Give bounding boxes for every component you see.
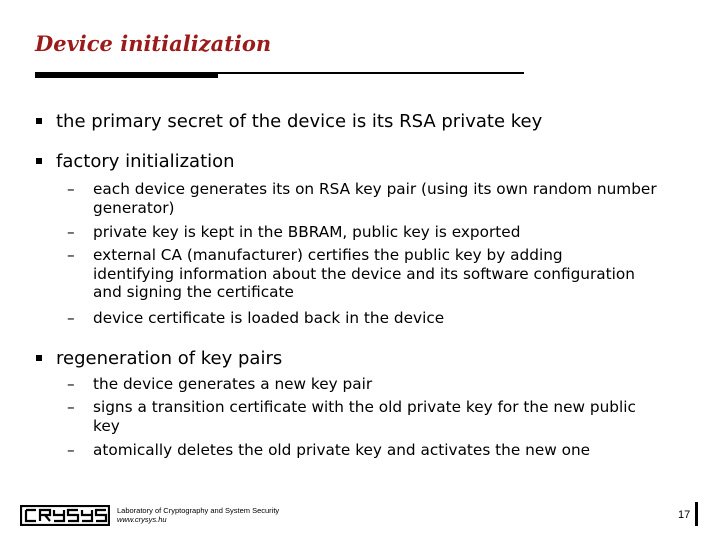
page-number: 17 xyxy=(678,509,691,521)
sub-item: – private key is kept in the BBRAM, public key is exported xyxy=(67,223,521,241)
title-underline-thick xyxy=(35,72,218,78)
dash-bullet-icon: – xyxy=(67,441,75,459)
crysys-logo xyxy=(20,505,110,526)
square-bullet-icon xyxy=(36,118,42,124)
slide-title: Device initialization xyxy=(35,31,272,56)
square-bullet-icon xyxy=(36,355,42,361)
bullet-regeneration: regeneration of key pairs xyxy=(36,348,282,369)
sub-item: – external CA (manufacturer) certifies the public key by adding identifying information about the device and its software configuration and signing the certificate xyxy=(67,246,635,302)
dash-bullet-icon: – xyxy=(67,223,75,241)
dash-bullet-icon: – xyxy=(67,180,75,198)
sub-item: – the device generates a new key pair xyxy=(67,375,373,393)
sub-item: – device certificate is loaded back in the device xyxy=(67,309,445,327)
sub-item: – signs a transition certificate with the old private key for the new public key xyxy=(67,398,636,435)
sub-item: – atomically deletes the old private key and activates the new one xyxy=(67,441,591,459)
dash-bullet-icon: – xyxy=(67,246,75,264)
dash-bullet-icon: – xyxy=(67,375,75,393)
title-underline-thin xyxy=(218,72,524,74)
dash-bullet-icon: – xyxy=(67,398,75,416)
square-bullet-icon xyxy=(36,158,42,164)
dash-bullet-icon: – xyxy=(67,309,75,327)
footer-lab-info xyxy=(117,507,279,524)
lab-name: Laboratory of Cryptography and System Security xyxy=(117,506,280,515)
page-number-bar xyxy=(695,502,698,526)
sub-item: – each device generates its on RSA key pair (using its own random number generator) xyxy=(67,180,657,217)
bullet-factory-initialization: factory initialization xyxy=(36,151,235,172)
bullet-primary-secret: the primary secret of the device is its RSA private key xyxy=(36,111,542,132)
lab-website-link[interactable]: www.crysys.hu xyxy=(117,514,167,524)
